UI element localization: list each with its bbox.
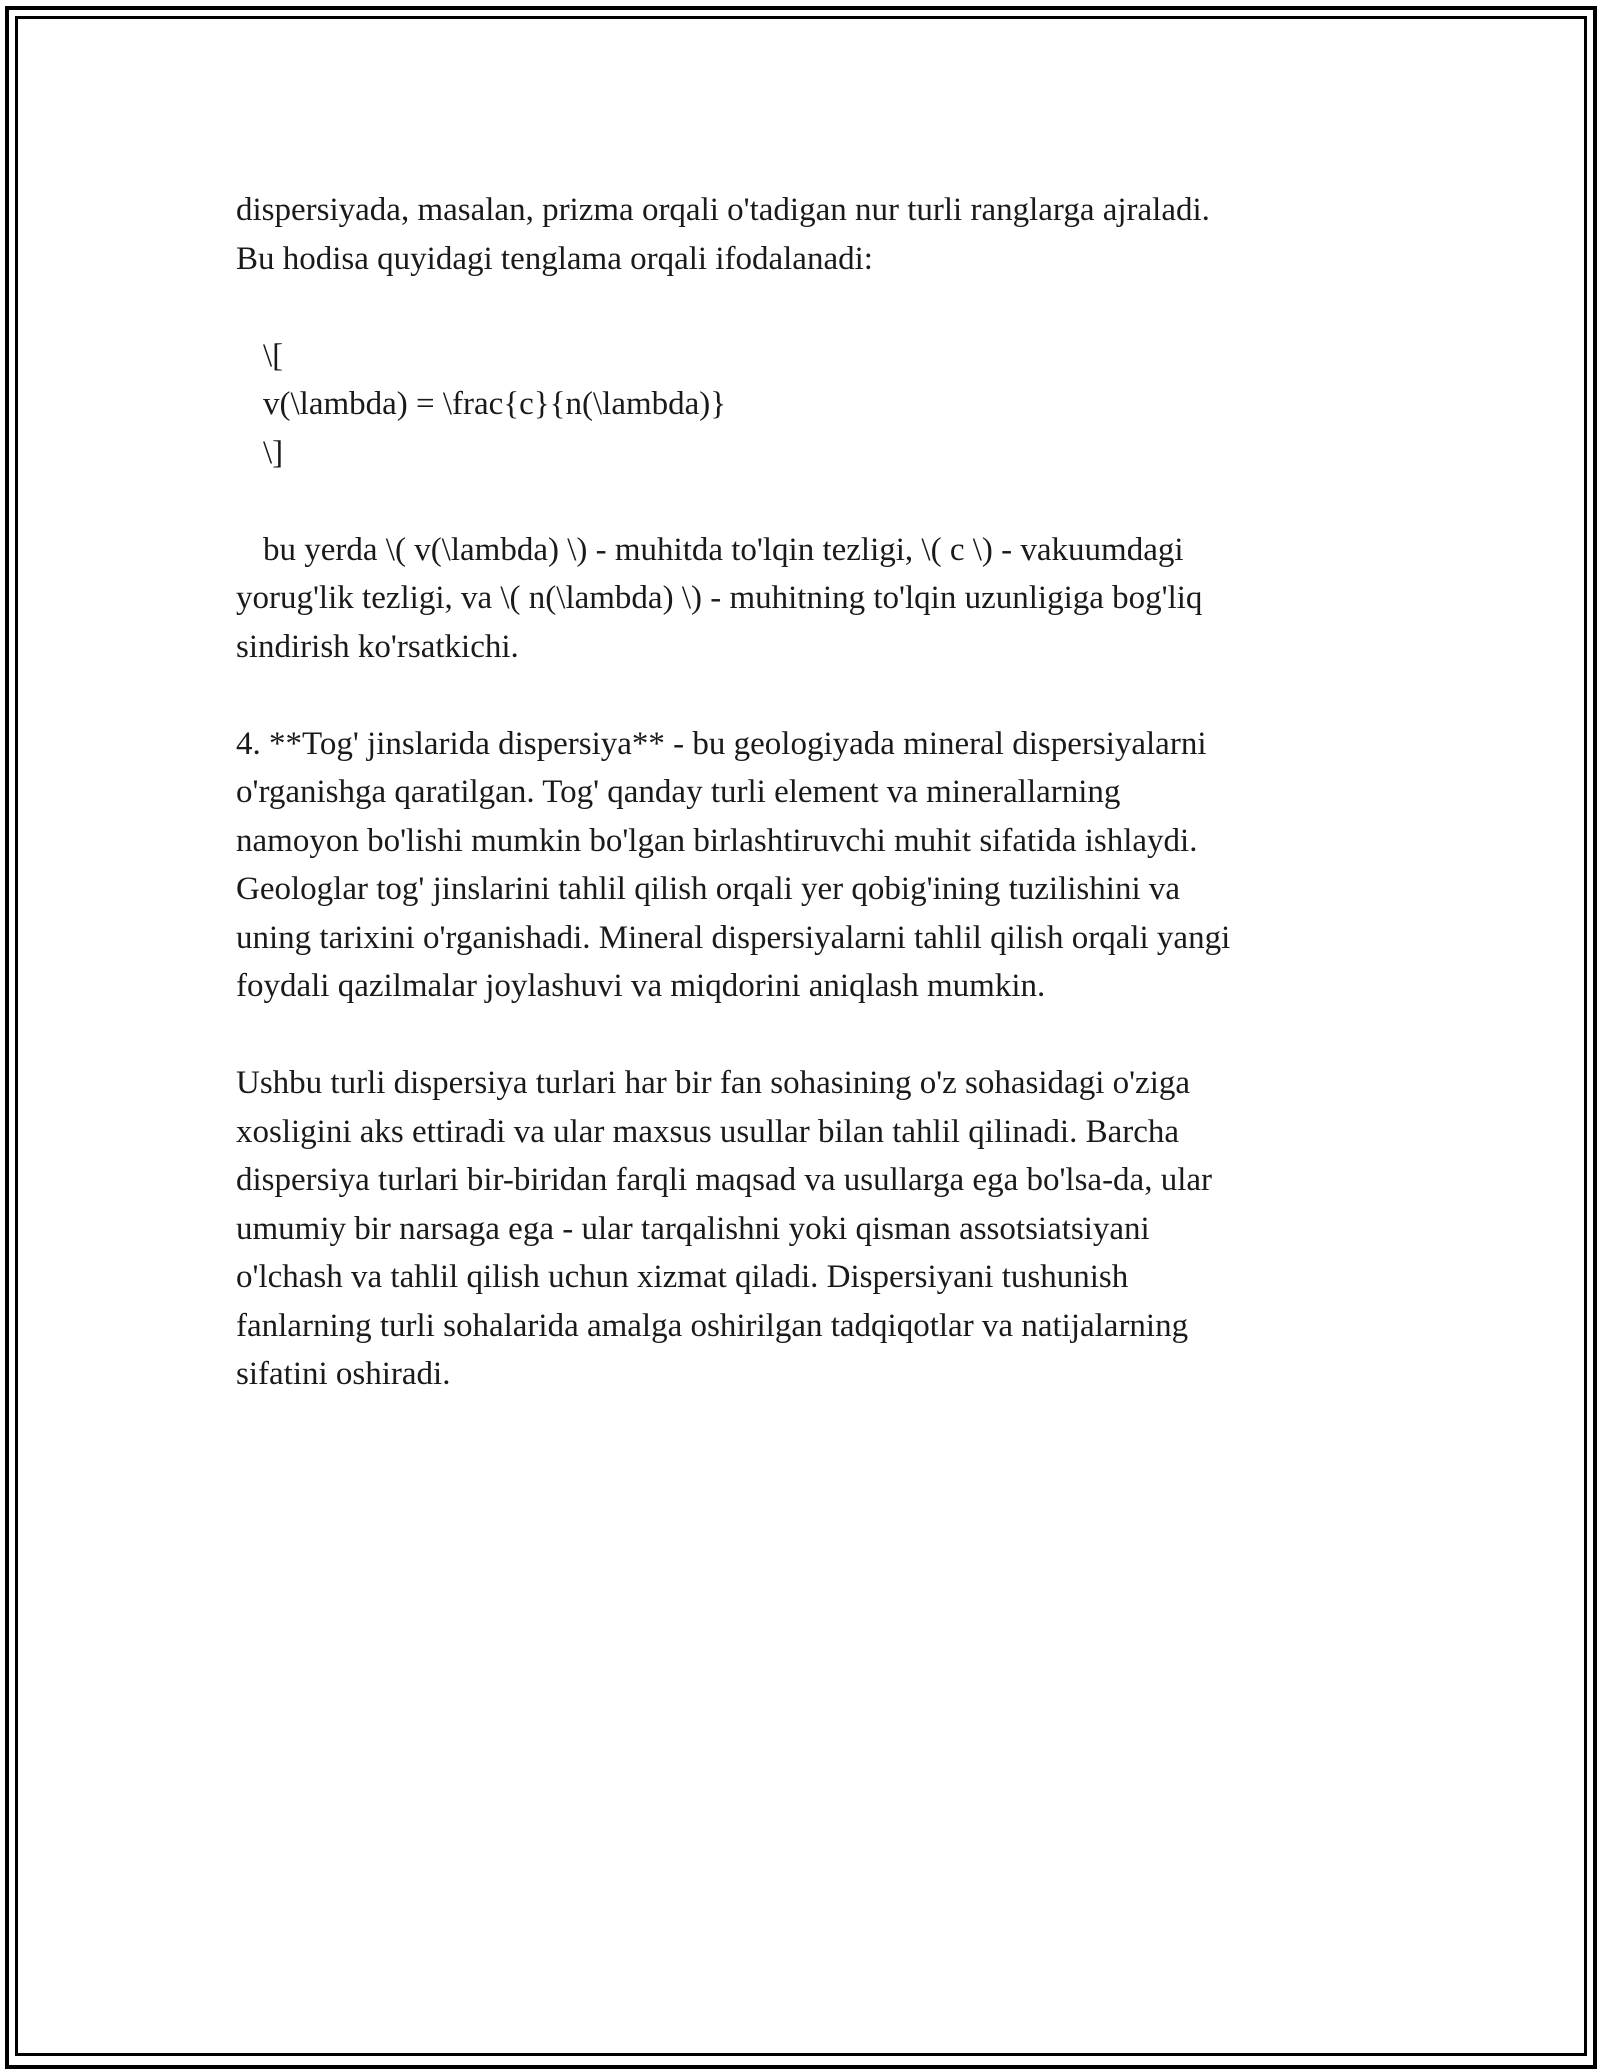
text-line: fanlarning turli sohalarida amalga oshirilgan tadqiqotlar va natijalarning — [236, 1307, 1189, 1344]
text-line: umumiy bir narsaga ega - ular tarqalishni yoki qisman assotsiatsiyani — [236, 1210, 1150, 1247]
conclusion-paragraph — [236, 1059, 1366, 1399]
text-line: 4. **Tog' jinslarida dispersiya** - bu geologiyada mineral dispersiyalarni — [236, 725, 1207, 762]
text-line: bu yerda \( v(\lambda) \) - muhitda to'lqin tezligi, \( c \) - vakuumdagi — [263, 531, 1184, 568]
text-line: xosligini aks ettiradi va ular maxsus usullar bilan tahlil qilinadi. Barcha — [236, 1113, 1180, 1150]
item-4-paragraph — [236, 720, 1366, 1011]
text-line: dispersiyada, masalan, prizma orqali o'tadigan nur turli ranglarga ajraladi. — [236, 192, 1210, 228]
text-line: yorug'lik tezligi, va \( n(\lambda) \) - muhitning to'lqin uzunligiga bog'liq — [236, 580, 1203, 616]
formula-line: \[ — [263, 337, 284, 374]
blank-line — [236, 1011, 1366, 1060]
formula-line: \] — [263, 434, 284, 471]
explanation-paragraph — [236, 526, 1366, 672]
text-line: Bu hodisa quyidagi tenglama orqali ifodalanadi: — [236, 240, 873, 277]
text-line: o'lchash va tahlil qilish uchun xizmat qiladi. Dispersiyani tushunish — [236, 1259, 1129, 1295]
text-line: sifatini oshiradi. — [236, 1356, 451, 1392]
text-line: Geologlar tog' jinslarini tahlil qilish orqali yer qobig'ining tuzilishini va — [236, 871, 1181, 907]
intro-paragraph — [236, 186, 1366, 283]
text-line: foydali qazilmalar joylashuvi va miqdorini aniqlash mumkin. — [236, 968, 1046, 1004]
formula-block — [236, 332, 1366, 478]
text-line: uning tarixini o'rganishadi. Mineral dispersiyalarni tahlil qilish orqali yangi — [236, 919, 1231, 956]
blank-line — [236, 477, 1366, 526]
text-line: o'rganishga qaratilgan. Tog' qanday turli element va minerallarning — [236, 774, 1121, 810]
document-body — [236, 186, 1366, 1399]
text-line: dispersiya turlari bir-biridan farqli maqsad va usullarga ega bo'lsa-da, ular — [236, 1162, 1213, 1198]
blank-line — [236, 283, 1366, 332]
formula-line: v(\lambda) = \frac{c}{n(\lambda)} — [263, 386, 727, 422]
text-line: sindirish ko'rsatkichi. — [236, 628, 519, 665]
blank-line — [236, 671, 1366, 720]
text-line: namoyon bo'lishi mumkin bo'lgan birlashtiruvchi muhit sifatida ishlaydi. — [236, 822, 1198, 859]
text-line: Ushbu turli dispersiya turlari har bir fan sohasining o'z sohasidagi o'ziga — [236, 1065, 1191, 1101]
